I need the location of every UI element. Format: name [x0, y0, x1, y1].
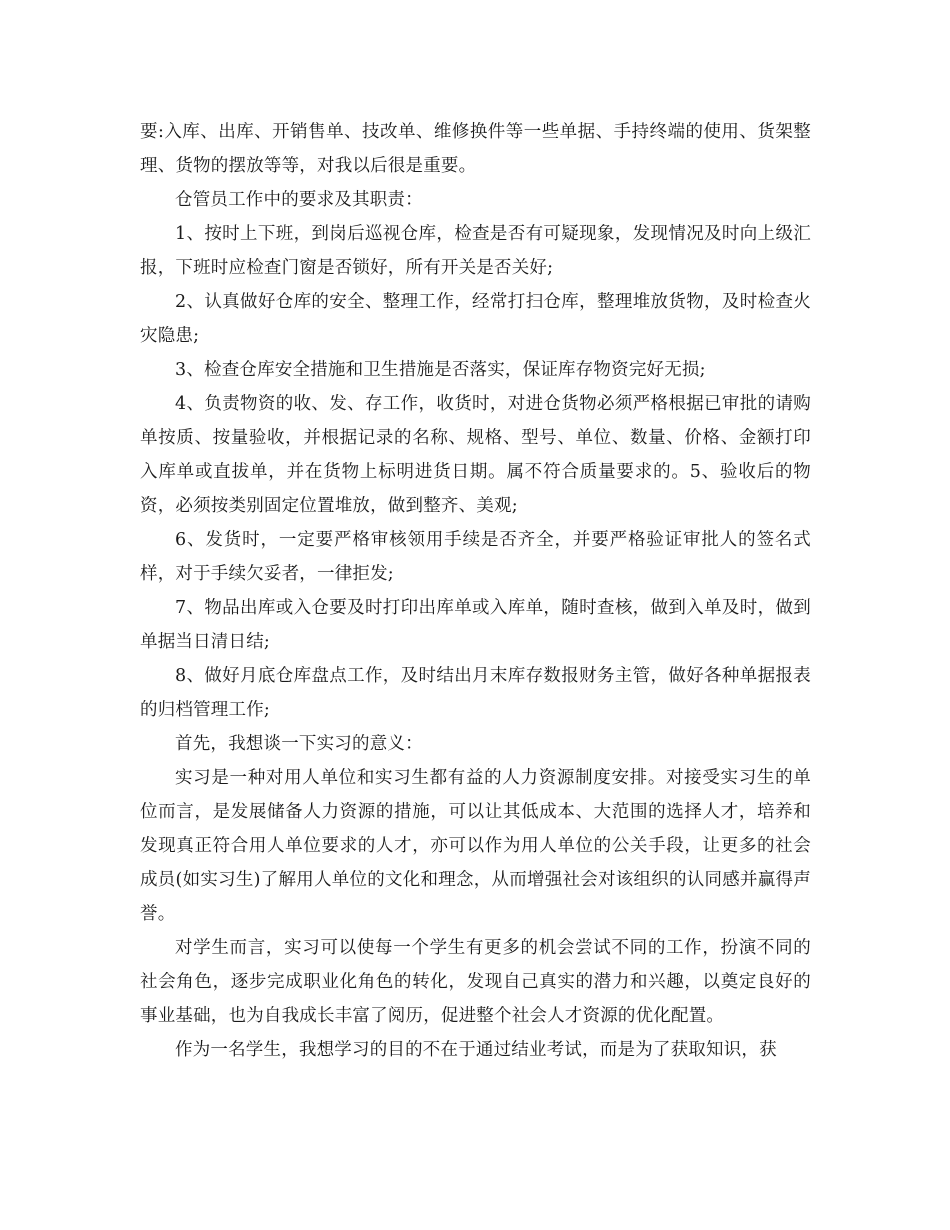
paragraph: 仓管员工作中的要求及其职责： [175, 190, 423, 210]
paragraph: 3、检查仓库安全措施和卫生措施是否落实，保证库存物资完好无损; [175, 360, 706, 380]
paragraph: 4、负责物资的收、发、存工作，收货时，对进仓货物必须严格根据已审批的请购单按质、按量验收，并根据记录的名称、规格、型号、单位、数量、价格、金额打印入库单或直拔单，并在货物上标明进货日期。属不符合质量要求的。5、验收后的物资，必须按类别固定位置堆放，做到整齐、美观; [140, 394, 811, 516]
paragraph: 1、按时上下班，到岗后巡视仓库，检查是否有可疑现象，发现情况及时向上级汇报，下班时应检查门窗是否锁好，所有开关是否关好; [140, 224, 811, 278]
paragraph: 6、发货时，一定要严格审核领用手续是否齐全，并要严格验证审批人的签名式样，对于手续欠妥者，一律拒发; [140, 530, 811, 584]
paragraph: 作为一名学生，我想学习的目的不在于通过结业考试，而是为了获取知识，获 [175, 1040, 777, 1060]
paragraph: 实习是一种对用人单位和实习生都有益的人力资源制度安排。对接受实习生的单位而言，是发展储备人力资源的措施，可以让其低成本、大范围的选择人才，培养和发现真正符合用人单位要求的人才，亦可以作为用人单位的公关手段，让更多的社会成员(如实习生)了解用人单位的文化和理念，从而增强社会对该组织的认同感并赢得声誉。 [140, 768, 811, 924]
paragraph: 7、物品出库或入仓要及时打印出库单或入库单，随时查核，做到入单及时，做到单据当日清日结; [140, 598, 811, 652]
paragraph: 对学生而言，实习可以使每一个学生有更多的机会尝试不同的工作，扮演不同的社会角色，逐步完成职业化角色的转化，发现自己真实的潜力和兴趣，以奠定良好的事业基础，也为自我成长丰富了阅历，促进整个社会人才资源的优化配置。 [140, 938, 811, 1026]
paragraph: 2、认真做好仓库的安全、整理工作，经常打扫仓库，整理堆放货物，及时检查火灾隐患; [140, 292, 811, 346]
paragraph: 8、做好月底仓库盘点工作，及时结出月末库存数报财务主管，做好各种单据报表的归档管理工作; [140, 666, 811, 720]
paragraph: 首先，我想谈一下实习的意义： [175, 734, 423, 754]
document-body [140, 115, 811, 1067]
paragraph: 要:入库、出库、开销售单、技改单、维修换件等一些单据、手持终端的使用、货架整理、货物的摆放等等，对我以后很是重要。 [140, 122, 811, 176]
